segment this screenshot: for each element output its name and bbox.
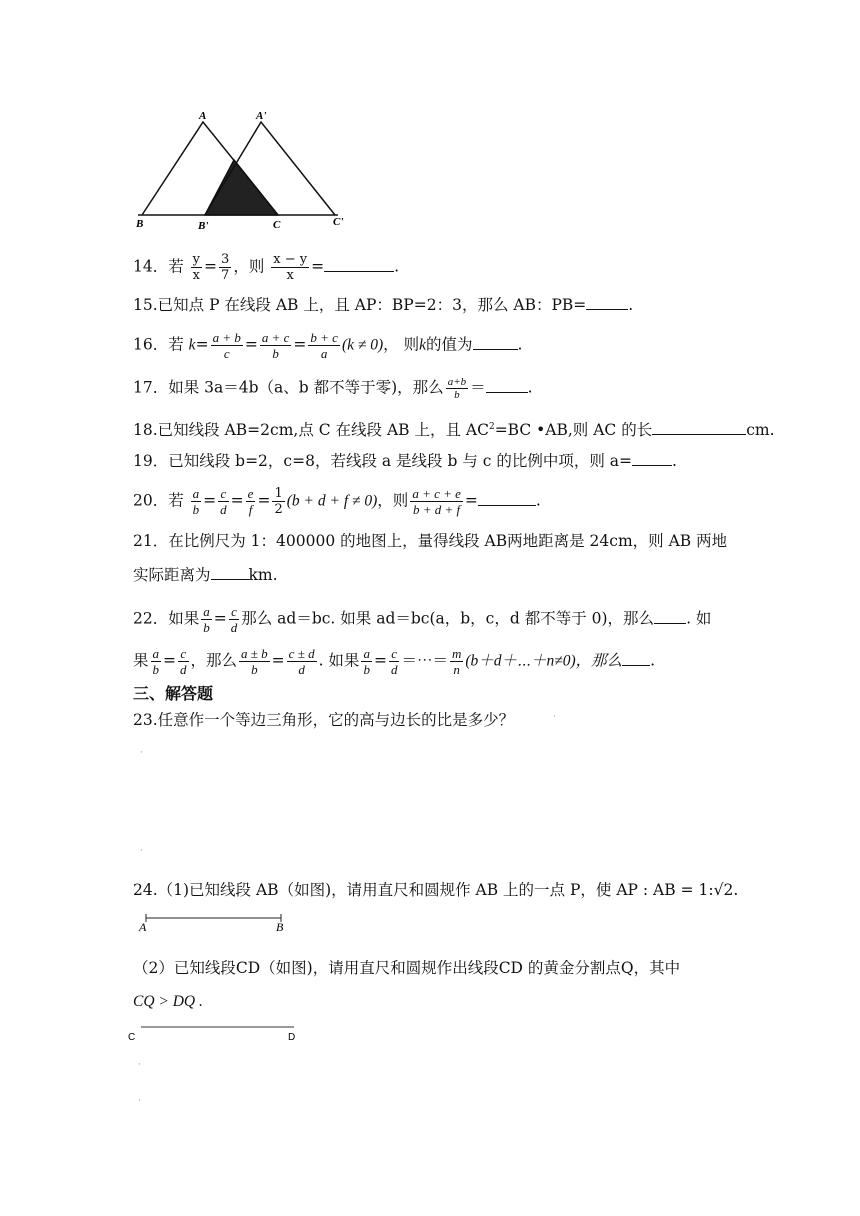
q20-hn: 1 [274, 486, 283, 501]
fraction-c-over-d [178, 646, 189, 677]
fraction-3-over-7 [219, 252, 231, 283]
q22-d: d [390, 662, 398, 677]
q22-l1a: 22．如果 [133, 609, 200, 628]
fraction-x-minus-y-over-x [271, 252, 309, 283]
format-mark: · [138, 1096, 141, 1106]
question-15 [133, 295, 633, 315]
q19-end: . [672, 452, 677, 470]
question-24-part-1 [133, 880, 738, 900]
q24-end: . [733, 881, 739, 899]
fraction-e-over-f [246, 486, 256, 517]
answer-blank [473, 335, 518, 350]
q14-x2: x [286, 268, 294, 283]
fraction-a-plus-c-over-b [260, 330, 292, 361]
triangle-figure [128, 108, 358, 233]
q22-c: c [229, 604, 240, 620]
q22-l1b: 那么 ad＝bc. 如果 ad＝bc(a，b，c，d 都不等于 0)，那么 [241, 609, 655, 628]
q16-f2d: b [272, 346, 279, 361]
q14-eq1: = [204, 257, 218, 276]
question-22-line-2: 果 $\frac{a}{b}$ = $\frac{c}{d}$ ，那么 $\frac{a \pm b}{b}$ = $\frac{c \pm d}{d}$ . 如果 $\frac{a}{b}$ = $\frac{c}{d}$ ＝⋯＝ $\frac{m}{n}$ (b＋d＋⋯＋n≠0)，那么 . [133, 646, 656, 677]
q14-lead: 14．若 [133, 257, 184, 276]
fraction-b-plus-c-over-a [308, 330, 340, 361]
q22-l1c: . 如 [686, 609, 712, 628]
q16-k2: k [419, 336, 426, 354]
q22-l2c: . 如果 [318, 651, 360, 670]
q23-text: 23.任意作一个等边三角形，它的高与边长的比是多少？ [133, 711, 515, 729]
question-20 [133, 486, 541, 517]
q22-d: d [298, 662, 305, 677]
q14-eq2: = [311, 257, 325, 276]
q16-eq: = [293, 335, 307, 354]
fraction-a-plus-b-over-c [211, 330, 243, 361]
q18-text: 18.已知线段 AB=2cm,点 C 在线段 AB 上，且 AC [133, 421, 489, 440]
q14-7: 7 [221, 268, 230, 283]
label-c: C [273, 219, 281, 231]
q24-p1: 24.（1)已知线段 AB（如图)，请用直尺和圆规作 AB 上的一点 P，使 AP : AB = 1: [133, 881, 714, 899]
fraction-a-over-b [201, 604, 212, 635]
q16-f2n: a + c [261, 330, 290, 345]
label-a-prime: A' [256, 110, 267, 122]
q14-then: ，则 [233, 257, 265, 276]
q16-f3n: b + c [310, 330, 338, 345]
q21-line2b: km. [248, 566, 278, 584]
q22-d: d [230, 620, 238, 635]
q20-cn: c [218, 486, 229, 502]
q14-3: 3 [221, 252, 230, 267]
fraction-c-over-d [218, 486, 229, 517]
q22-a: a [152, 646, 160, 661]
label-b: B [136, 218, 144, 230]
q16-then: ， 则 [383, 335, 420, 354]
fraction-m-over-n [450, 646, 463, 677]
q14-x: x [192, 268, 201, 283]
fraction-a-over-b [191, 486, 202, 517]
fraction-c-over-d [229, 604, 240, 635]
segment-ab-figure [136, 908, 296, 934]
q22-b: b [203, 620, 210, 635]
label-c-prime: C' [333, 216, 344, 228]
question-17 [133, 376, 533, 401]
q20-end: . [535, 491, 541, 510]
label-segment-b: B [276, 920, 284, 934]
q20-hd: 2 [274, 502, 283, 517]
q21-line1: 21．在比例尺为 1：400000 的地图上，量得线段 AB两地距离是 24cm，则 AB 两地 [133, 532, 728, 550]
fraction-a-pm-b-over-b [239, 646, 270, 677]
q22-n: n [453, 662, 460, 677]
question-21-line-1 [133, 531, 727, 551]
q22-l2b: ，那么 [190, 651, 238, 670]
fraction-1-over-2 [272, 486, 284, 517]
q21-line2a: 实际距离为 [133, 566, 211, 584]
answer-blank [654, 609, 686, 624]
answer-blank [586, 295, 628, 310]
q22-end: . [650, 651, 656, 670]
shaded-overlap [205, 160, 278, 215]
sqrt-two: √2 [713, 881, 734, 899]
q16-eq: = [244, 335, 258, 354]
q16-f1d: c [223, 346, 230, 361]
q22-m: m [451, 646, 462, 661]
q17-fd: b [454, 389, 460, 401]
format-mark: · [140, 748, 143, 758]
q22-b: b [363, 662, 370, 677]
q16-end: . [517, 335, 523, 354]
fraction-c-over-d [389, 646, 400, 677]
q16-f1n: a + b [212, 330, 241, 345]
q18-end: cm. [746, 421, 775, 440]
question-24-part-2-line-2 [133, 991, 203, 1012]
question-22-line-1: 22．如果 $\frac{a}{b}$ = $\frac{c}{d}$ 那么 ad＝bc. 如果 ad＝bc(a，b，c，d 都不等于 0)，那么 . 如 [133, 604, 712, 635]
q22-b: b [152, 662, 160, 677]
q18-mid: =BC •AB,则 AC 的长 [494, 421, 653, 440]
answer-blank [632, 451, 672, 466]
answer-blank [486, 378, 528, 393]
q22-a: a [363, 646, 370, 661]
q20-eq: = [230, 491, 244, 510]
format-mark: · [138, 1060, 141, 1070]
fraction-y-over-x [191, 252, 202, 283]
q22-c: c [389, 646, 400, 662]
answer-blank [478, 491, 536, 506]
label-b-prime: B' [198, 220, 209, 232]
q19-text: 19．已知线段 b=2，c=8，若线段 a 是线段 b 与 c 的比例中项，则 a= [133, 452, 633, 470]
q20-eq: = [203, 491, 217, 510]
q22-l2a: 果 [133, 651, 149, 670]
q22-d: d [180, 662, 187, 677]
q20-lead: 20．若 [133, 491, 184, 510]
q22-b: b [251, 662, 258, 677]
question-21-line-2 [133, 565, 278, 585]
section-header: 三、解答题 [133, 684, 214, 703]
q20-bd: b [192, 502, 200, 517]
q24-p2b: CQ > DQ . [133, 993, 203, 1010]
q20-dd: d [220, 502, 227, 517]
fraction-c-pm-d-over-d [287, 646, 317, 677]
question-14 [133, 252, 399, 283]
q16-lead: 16．若 [133, 335, 184, 354]
q24-p2a: （2）已知线段CD（如图)，请用直尺和圆规作出线段CD 的黄金分割点Q，其中 [133, 959, 681, 977]
question-16 [133, 330, 522, 361]
fraction-a-over-b [151, 646, 162, 677]
q20-en: e [247, 486, 254, 501]
q20-then: ，则 [377, 491, 409, 510]
label-segment-c: C [128, 1032, 136, 1043]
fraction-a-plus-b-over-b [446, 376, 468, 401]
q16-k: k [188, 336, 196, 354]
question-23 [133, 710, 514, 730]
question-24-part-2 [133, 958, 680, 978]
q14-y: y [192, 252, 201, 267]
label-segment-d: D [288, 1032, 296, 1043]
q17-text: 17．如果 3a＝4b（a、b 都不等于零)，那么 [133, 378, 444, 397]
q20-rn: a + c + e [412, 486, 461, 501]
q22-a: a [203, 604, 210, 619]
q16-tail: 的值为 [425, 335, 473, 354]
q20-rd: b + d + f [413, 502, 461, 517]
q18-sup: 2 [488, 422, 495, 432]
q20-cond: (b + d + f ≠ 0) [286, 492, 378, 510]
label-a: A [199, 110, 207, 122]
question-19 [133, 451, 677, 471]
answer-blank [652, 420, 746, 435]
q16-f3d: a [320, 346, 328, 361]
q22-pmn2: c ± d [288, 646, 315, 661]
q22-c: c [178, 646, 189, 662]
q17-end: . [527, 378, 533, 397]
q14-xmy: x − y [273, 252, 308, 267]
segment-cd-figure [126, 1020, 306, 1046]
q22-l2e: (b＋d＋⋯＋n≠0)，那么 [465, 652, 623, 670]
q20-an: a [192, 486, 200, 501]
q16-eq: = [195, 335, 209, 354]
format-mark: · [553, 712, 556, 722]
q17-fn: a+b [447, 376, 467, 388]
q20-eq2: = [464, 491, 478, 510]
label-segment-a: A [139, 920, 147, 934]
q15-text: 15.已知点 P 在线段 AB 上，且 AP：BP=2：3，那么 AB：PB= [133, 296, 587, 314]
answer-blank [211, 565, 249, 580]
format-mark: · [140, 846, 143, 856]
question-18 [133, 417, 775, 440]
answer-blank [324, 257, 394, 272]
q15-end: . [628, 296, 634, 314]
q20-fd: f [248, 502, 253, 517]
q22-l2d: ＝⋯＝ [401, 651, 448, 670]
fraction-a-over-b [361, 646, 372, 677]
q16-cond: (k ≠ 0) [341, 336, 384, 354]
q14-end: . [394, 257, 400, 276]
q20-eq: = [257, 491, 271, 510]
fraction-ace-over-bdf [410, 486, 463, 517]
q17-tail: ＝ [470, 378, 486, 397]
q22-pmn: a ± b [241, 646, 268, 661]
answer-blank [622, 651, 650, 666]
